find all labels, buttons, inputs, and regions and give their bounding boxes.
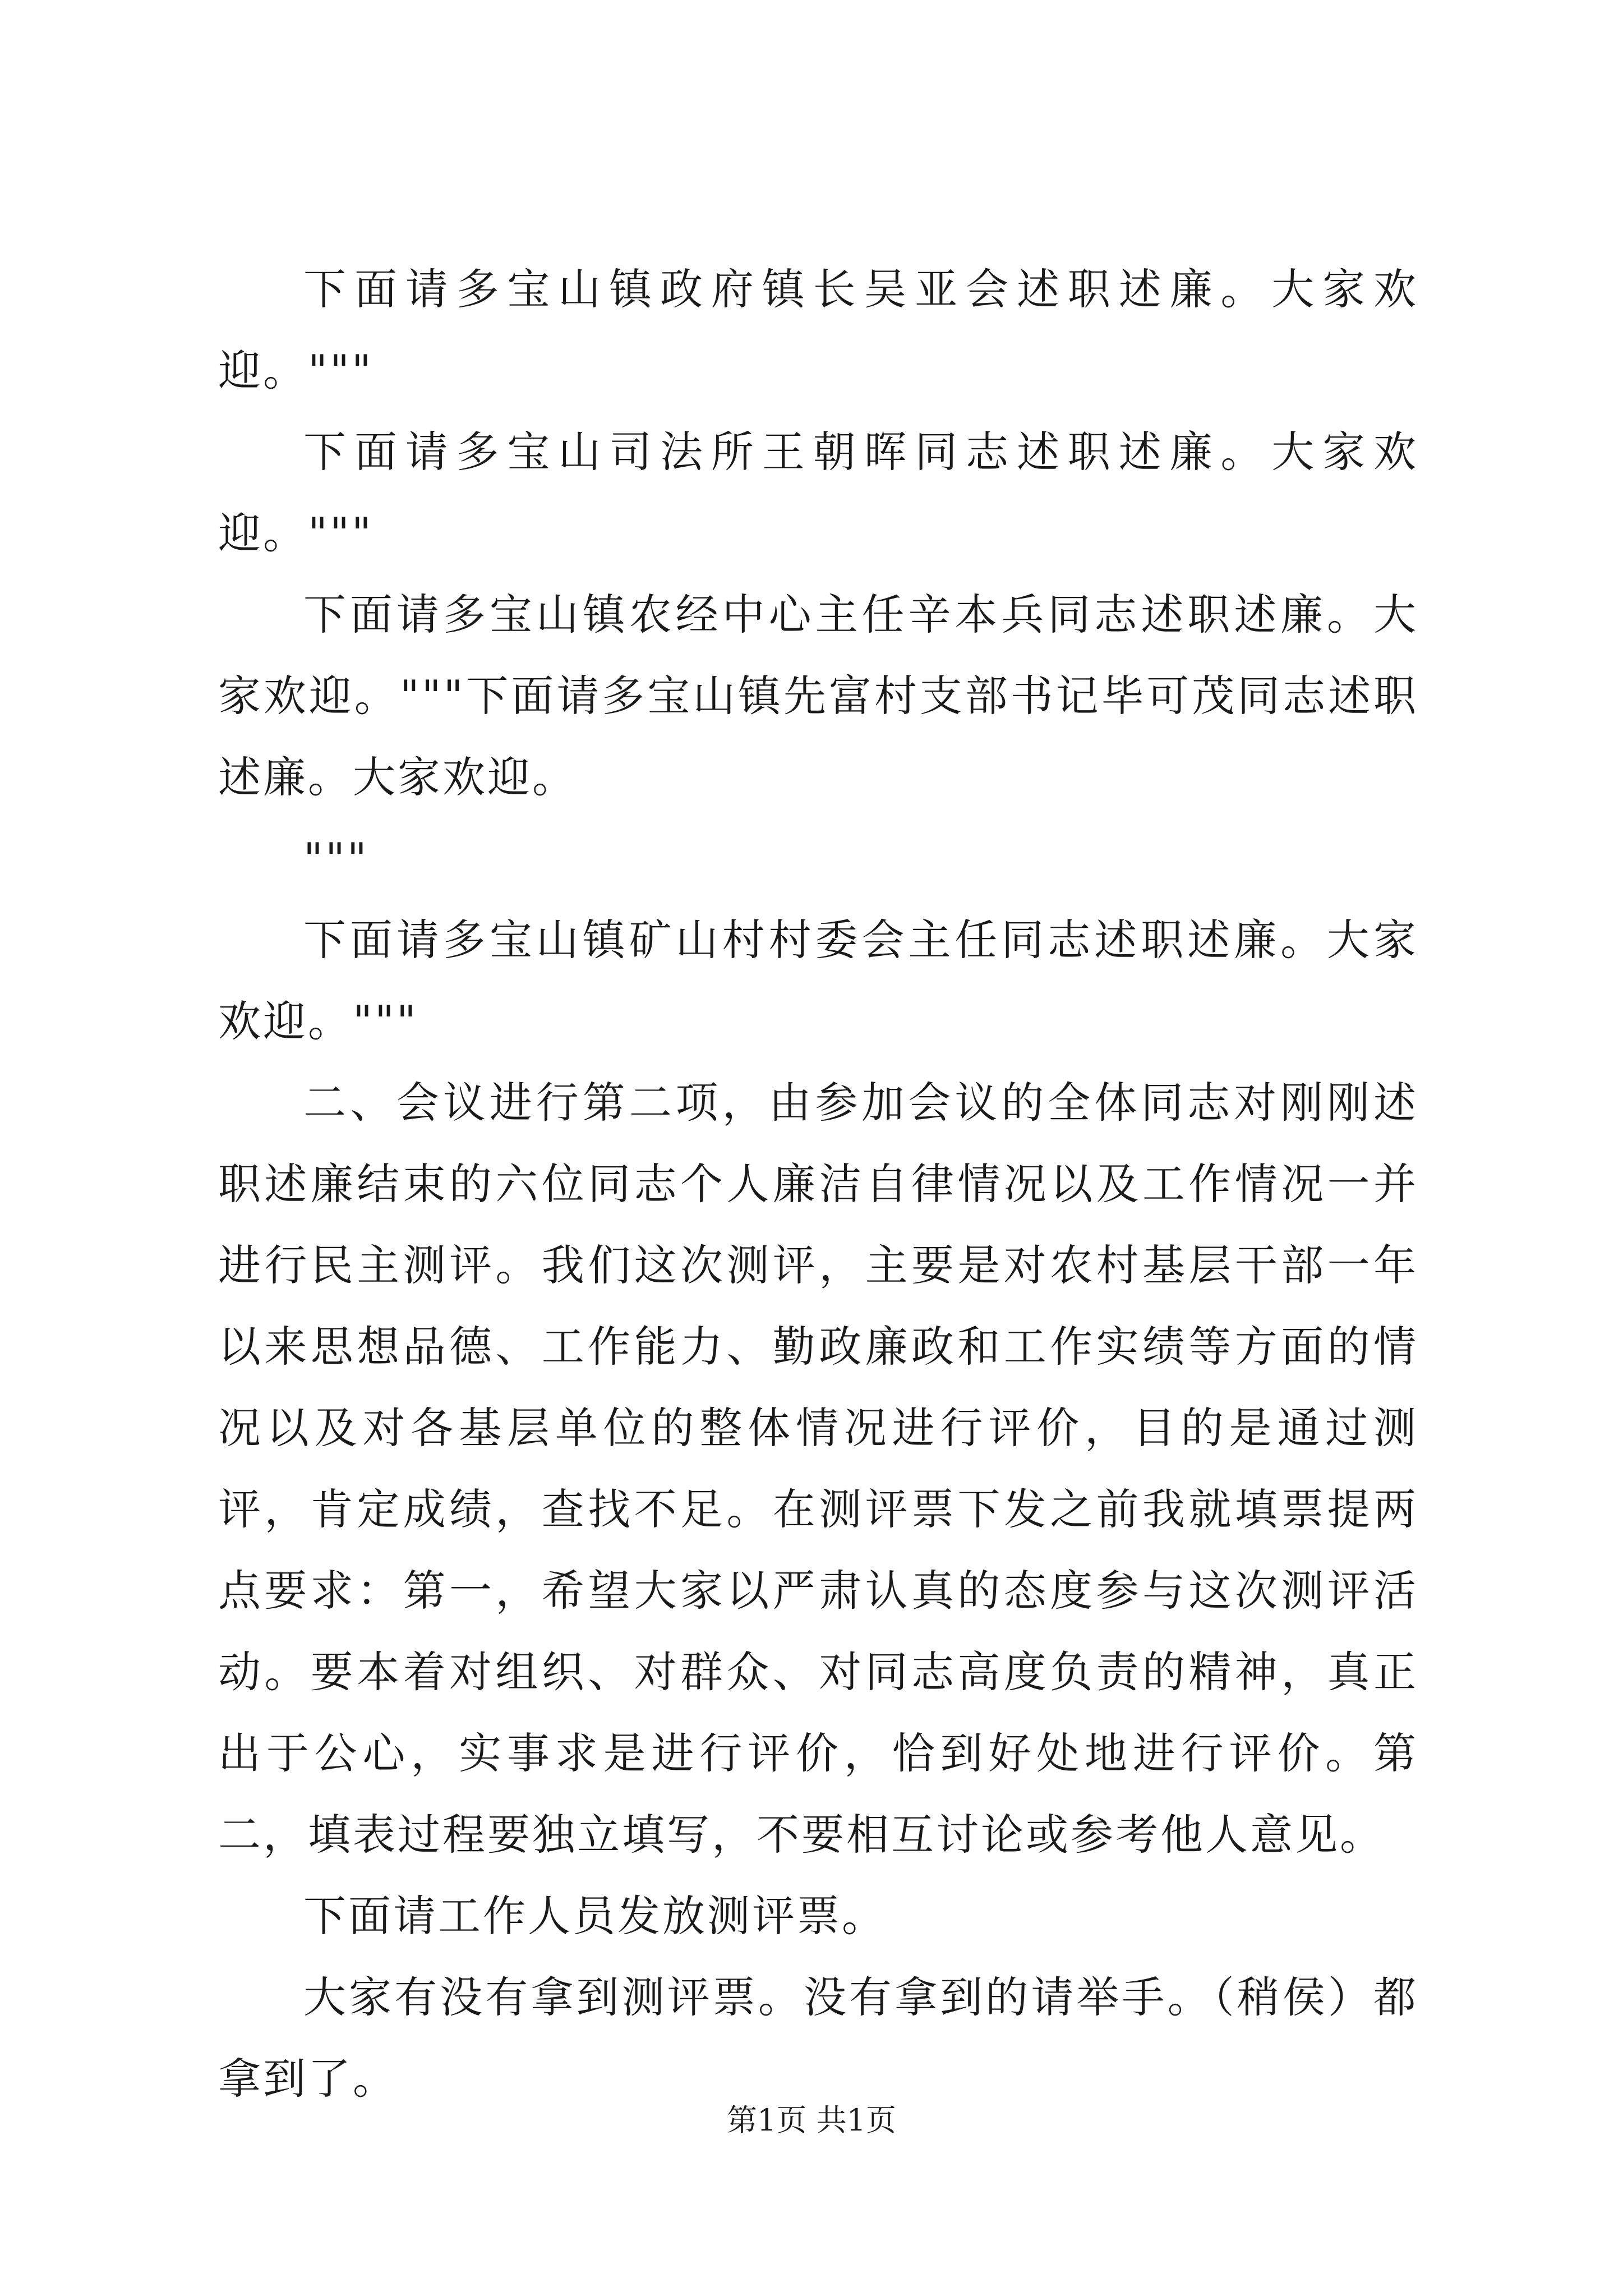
paragraph-3: 下面请多宝山镇农经中心主任辛本兵同志述职述廉。大家欢迎。"""下面请多宝山镇先富村支部书记毕可茂同志述职述廉。大家欢迎。: [218, 590, 1418, 802]
paragraph-4: """: [303, 834, 369, 884]
document-body: [218, 249, 1418, 2119]
paragraph-7: 下面请工作人员发放测评票。: [303, 1891, 887, 1941]
paragraph-8: 大家有没有拿到测评票。没有拿到的请举手。（稍侯）都拿到了。: [218, 1972, 1418, 2104]
page-number-footer: 第1页 共1页: [727, 2102, 896, 2138]
paragraph-2: 下面请多宝山司法所王朝晖同志述职述廉。大家欢迎。""": [218, 427, 1418, 558]
paragraph-5: 下面请多宝山镇矿山村村委会主任同志述职述廉。大家欢迎。""": [218, 915, 1418, 1046]
paragraph-1: 下面请多宝山镇政府镇长吴亚会述职述廉。大家欢迎。""": [218, 264, 1418, 395]
paragraph-6: 二、会议进行第二项，由参加会议的全体同志对刚刚述职述廉结束的六位同志个人廉洁自律情况以及工作情况一并进行民主测评。我们这次测评，主要是对农村基层干部一年以来思想品德、工作能力、勤政廉政和工作实绩等方面的情况以及对各基层单位的整体情况进行评价，目的是通过测评，肯定成绩，查找不足。在测评票下发之前我就填票提两点要求：第一，希望大家以严肃认真的态度参与这次测评活动。要本着对组织、对群众、对同志高度负责的精神，真正出于公心，实事求是进行评价，恰到好处地进行评价。第二，填表过程要独立填写，不要相互讨论或参考他人意见。: [218, 1078, 1418, 1860]
